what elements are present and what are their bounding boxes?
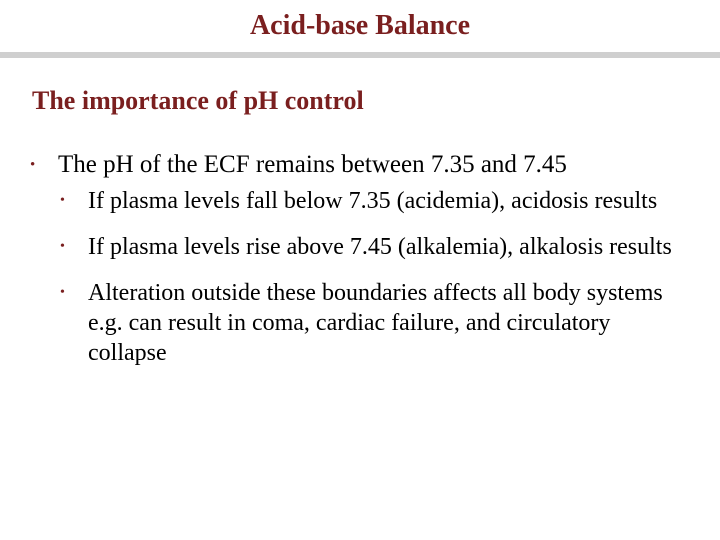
sub-bullet-acidosis	[58, 186, 686, 216]
bullet-dot-icon: •	[60, 285, 65, 300]
main-bullet	[26, 150, 686, 180]
bullet-dot-icon: •	[60, 239, 65, 254]
sub-bullet-list	[58, 186, 686, 368]
sub-bullet-alteration	[58, 278, 686, 368]
sub-bullet-text: If plasma levels rise above 7.45 (alkalemia), alkalosis results	[88, 234, 672, 260]
header-title: Acid-base Balance	[249, 10, 471, 41]
bullet-dot-icon: •	[30, 157, 36, 173]
header-divider	[0, 52, 720, 58]
slide-heading: The importance of pH control	[32, 86, 364, 115]
bullet-content	[26, 150, 686, 384]
sub-bullet-text: If plasma levels fall below 7.35 (acidemia), acidosis results	[88, 188, 658, 214]
sub-bullet-text: Alteration outside these boundaries affects all body systems e.g. can result in coma, cardiac failure, and circulatory collapse	[88, 280, 663, 366]
sub-bullet-alkalosis	[58, 232, 686, 262]
bullet-dot-icon: •	[60, 193, 65, 208]
main-bullet-text: The pH of the ECF remains between 7.35 and 7.45	[58, 151, 567, 178]
